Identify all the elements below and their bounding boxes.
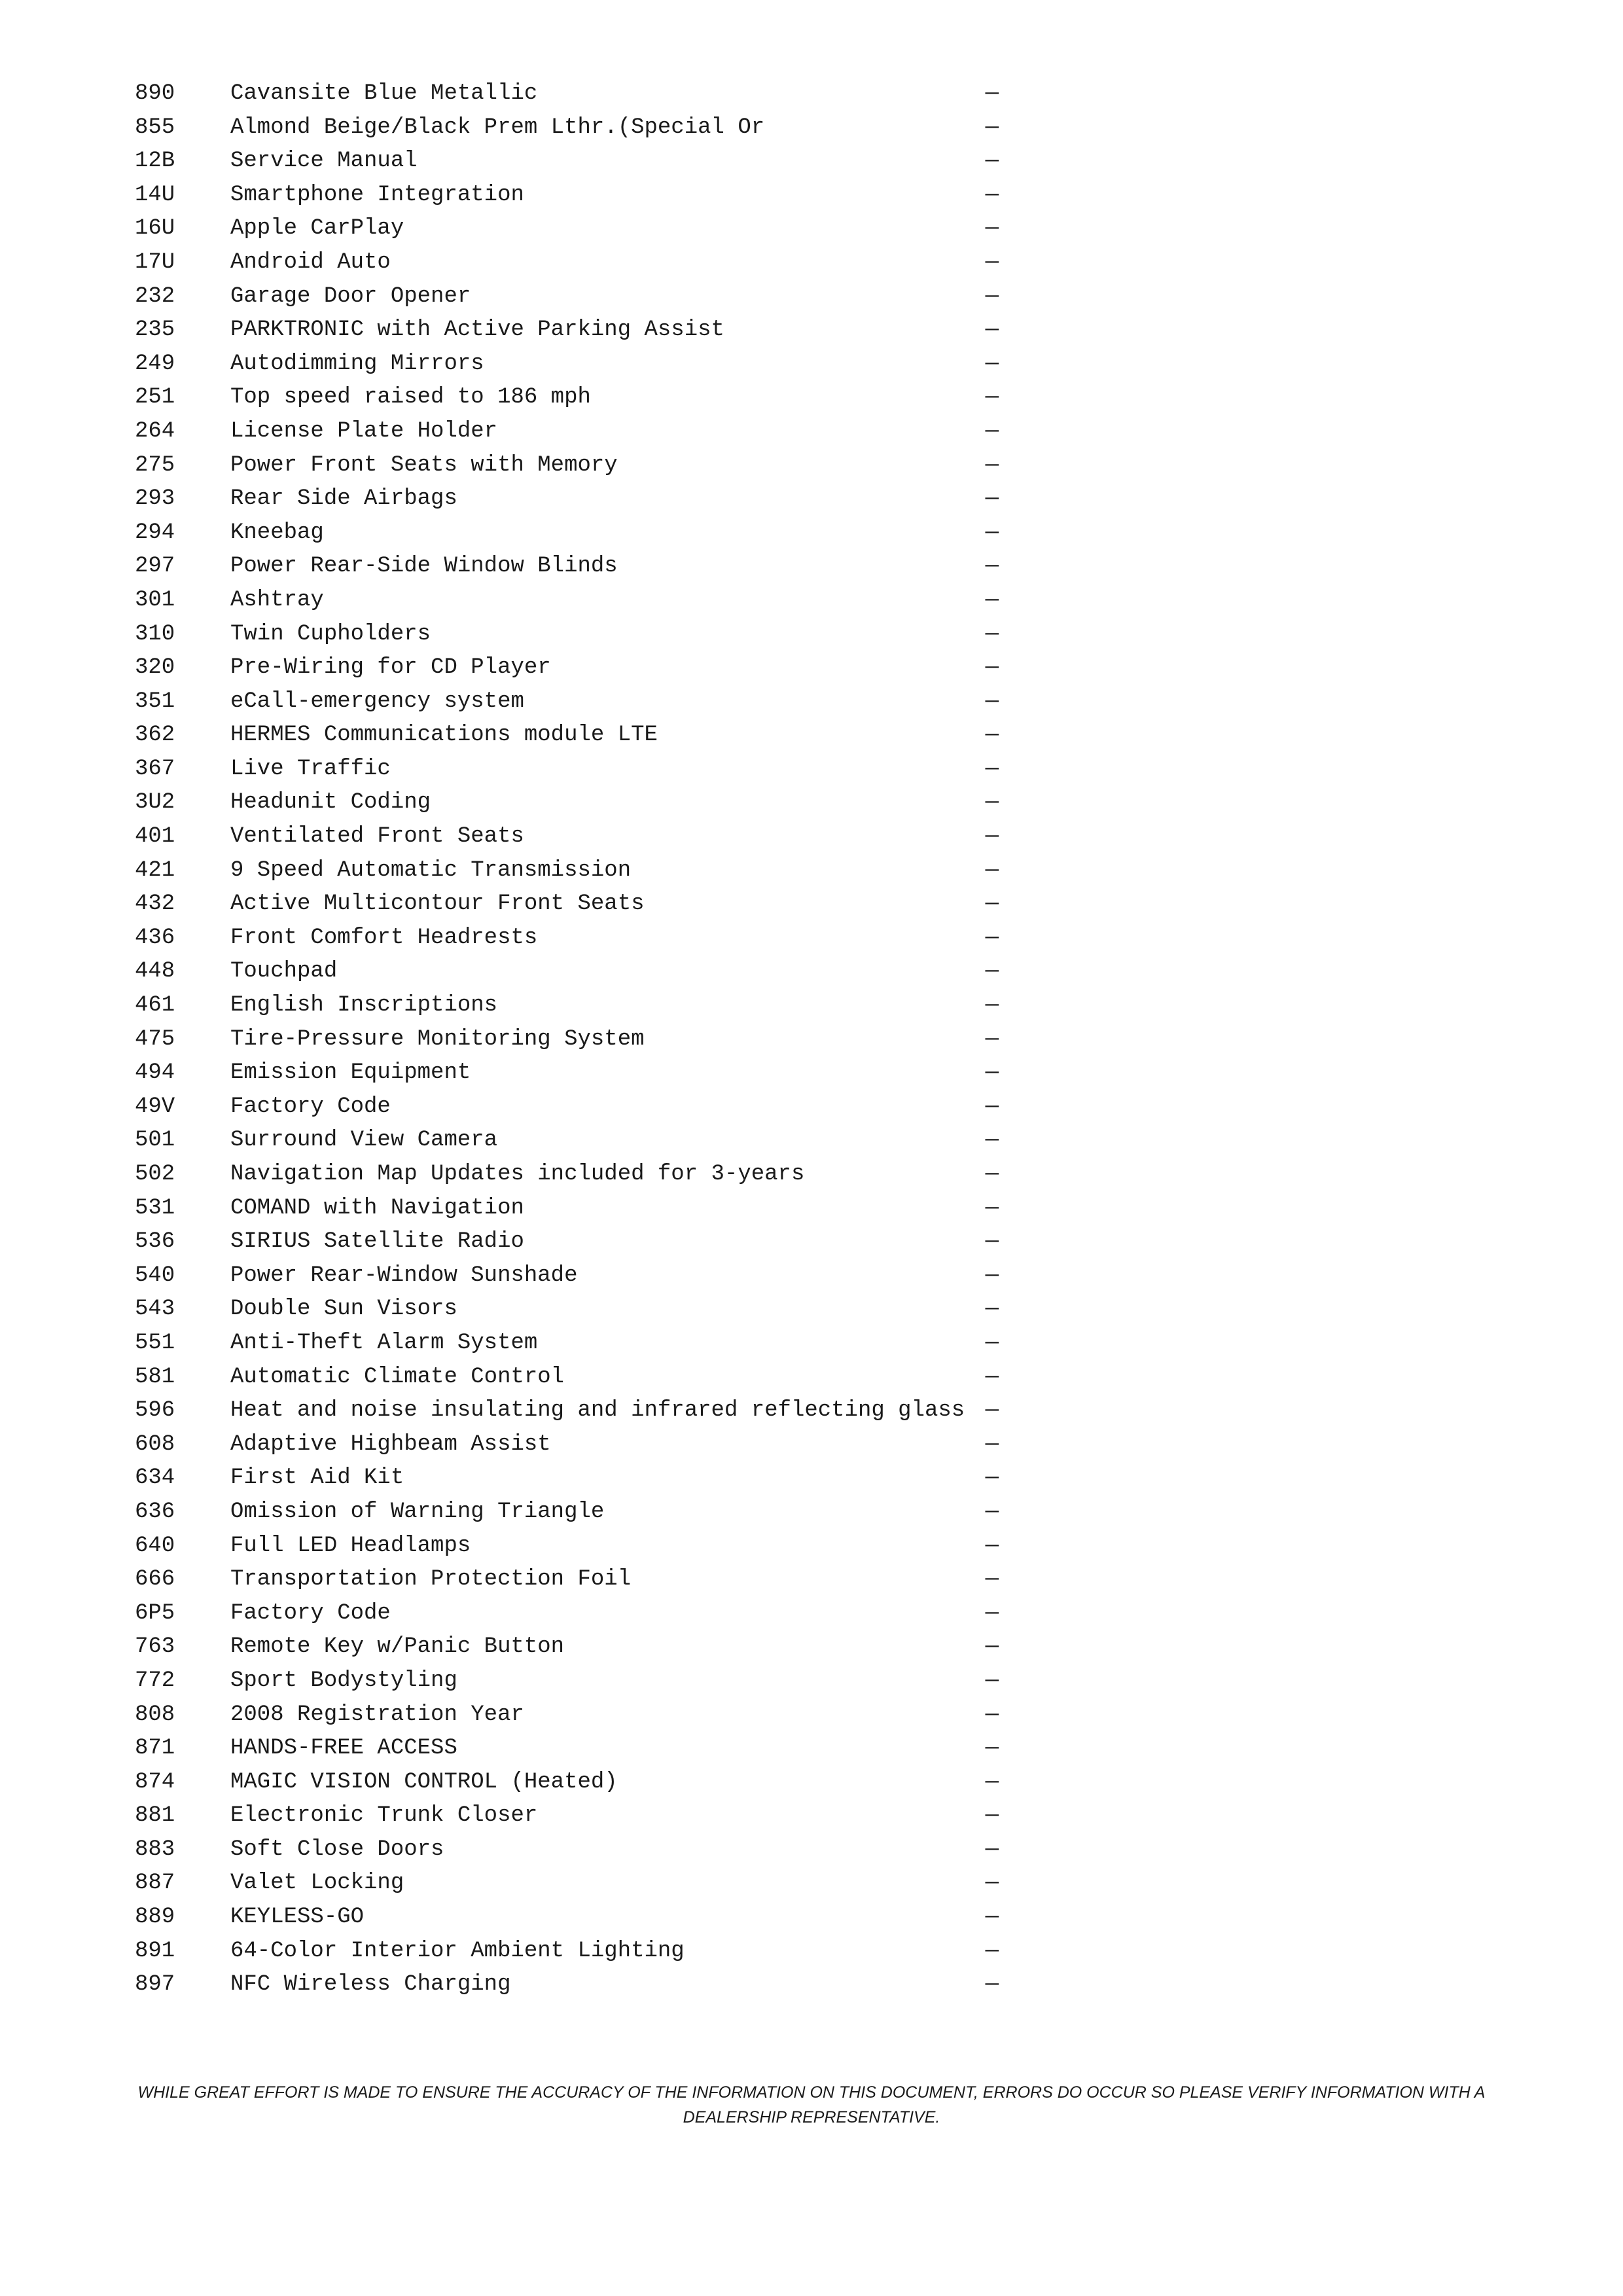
option-code: 17U xyxy=(135,249,175,275)
option-code: 596 xyxy=(135,1398,175,1424)
option-description: Navigation Map Updates included for 3-years xyxy=(230,1162,805,1187)
option-code: 310 xyxy=(135,621,175,647)
option-price: — xyxy=(985,486,999,512)
option-description: SIRIUS Satellite Radio xyxy=(230,1229,524,1255)
option-code: 874 xyxy=(135,1769,175,1795)
option-price: — xyxy=(985,655,999,681)
option-row xyxy=(135,1766,999,1800)
option-row xyxy=(135,1799,999,1833)
option-row xyxy=(135,719,999,753)
option-description: Factory Code xyxy=(230,1094,391,1119)
option-description: Emission Equipment xyxy=(230,1060,471,1086)
option-description: Sport Bodystyling xyxy=(230,1668,457,1693)
option-row xyxy=(135,449,999,483)
option-code: 501 xyxy=(135,1128,175,1153)
option-row xyxy=(135,955,999,989)
option-row xyxy=(135,280,999,314)
option-row xyxy=(135,550,999,584)
option-description: Full LED Headlamps xyxy=(230,1533,471,1558)
option-code: 432 xyxy=(135,891,175,917)
option-code: 275 xyxy=(135,452,175,478)
option-code: 232 xyxy=(135,283,175,309)
option-description: Factory Code xyxy=(230,1600,391,1626)
option-code: 855 xyxy=(135,115,175,140)
option-code: 634 xyxy=(135,1465,175,1491)
option-price: — xyxy=(985,857,999,883)
option-row xyxy=(135,1361,999,1395)
option-price: — xyxy=(985,1837,999,1862)
option-price: — xyxy=(985,1972,999,1998)
option-code: 320 xyxy=(135,655,175,681)
option-code: 49V xyxy=(135,1094,175,1119)
option-description: 64-Color Interior Ambient Lighting xyxy=(230,1938,685,1964)
option-price: — xyxy=(985,283,999,309)
option-code: 351 xyxy=(135,689,175,714)
option-price: — xyxy=(985,621,999,647)
option-code: 461 xyxy=(135,993,175,1018)
option-row xyxy=(135,922,999,956)
option-price: — xyxy=(985,993,999,1018)
option-row xyxy=(135,854,999,888)
option-description: Front Comfort Headrests xyxy=(230,925,538,950)
option-row xyxy=(135,212,999,246)
option-price: — xyxy=(985,723,999,748)
option-description: Anti-Theft Alarm System xyxy=(230,1330,538,1355)
option-price: — xyxy=(985,959,999,984)
option-description: Pre-Wiring for CD Player xyxy=(230,655,551,681)
option-description: Twin Cupholders xyxy=(230,621,431,647)
option-price: — xyxy=(985,452,999,478)
option-row xyxy=(135,179,999,213)
option-code: 367 xyxy=(135,756,175,781)
option-row xyxy=(135,1563,999,1597)
option-row xyxy=(135,314,999,348)
option-description: Rear Side Airbags xyxy=(230,486,457,512)
option-description: Transportation Protection Foil xyxy=(230,1567,632,1592)
option-row xyxy=(135,1158,999,1192)
option-row xyxy=(135,1698,999,1732)
option-code: 421 xyxy=(135,857,175,883)
option-price: — xyxy=(985,115,999,140)
option-description: First Aid Kit xyxy=(230,1465,404,1491)
option-price: — xyxy=(985,1398,999,1424)
option-description: Touchpad xyxy=(230,959,338,984)
option-price: — xyxy=(985,1634,999,1660)
option-code: 608 xyxy=(135,1431,175,1457)
option-code: 772 xyxy=(135,1668,175,1693)
option-description: Apple CarPlay xyxy=(230,216,404,242)
option-description: Ashtray xyxy=(230,587,324,613)
option-row xyxy=(135,348,999,382)
option-code: 235 xyxy=(135,317,175,343)
option-price: — xyxy=(985,149,999,174)
option-price: — xyxy=(985,385,999,410)
option-price: — xyxy=(985,689,999,714)
option-row xyxy=(135,888,999,922)
option-code: 881 xyxy=(135,1803,175,1829)
option-price: — xyxy=(985,1128,999,1153)
option-description: COMAND with Navigation xyxy=(230,1195,524,1221)
option-description: Autodimming Mirrors xyxy=(230,351,484,376)
option-price: — xyxy=(985,1060,999,1086)
option-price: — xyxy=(985,1465,999,1491)
option-description: Kneebag xyxy=(230,520,324,545)
option-description: License Plate Holder xyxy=(230,418,498,444)
option-description: HERMES Communications module LTE xyxy=(230,723,658,748)
option-price: — xyxy=(985,216,999,242)
option-price: — xyxy=(985,249,999,275)
option-description: Surround View Camera xyxy=(230,1128,498,1153)
option-description: Almond Beige/Black Prem Lthr.(Special Or xyxy=(230,115,765,140)
option-row xyxy=(135,111,999,145)
option-price: — xyxy=(985,1026,999,1052)
option-description: Adaptive Highbeam Assist xyxy=(230,1431,551,1457)
option-code: 249 xyxy=(135,351,175,376)
option-price: — xyxy=(985,1600,999,1626)
option-price: — xyxy=(985,1736,999,1761)
option-row xyxy=(135,1901,999,1935)
option-description: Power Front Seats with Memory xyxy=(230,452,618,478)
option-code: 301 xyxy=(135,587,175,613)
option-price: — xyxy=(985,925,999,950)
option-description: Electronic Trunk Closer xyxy=(230,1803,538,1829)
option-row xyxy=(135,1394,999,1428)
option-code: 297 xyxy=(135,554,175,579)
option-row xyxy=(135,820,999,854)
option-code: 448 xyxy=(135,959,175,984)
option-description: 2008 Registration Year xyxy=(230,1702,524,1727)
option-price: — xyxy=(985,1668,999,1693)
option-row xyxy=(135,1259,999,1293)
option-price: — xyxy=(985,756,999,781)
option-price: — xyxy=(985,1330,999,1355)
option-description: English Inscriptions xyxy=(230,993,498,1018)
option-price: — xyxy=(985,1938,999,1964)
option-description: NFC Wireless Charging xyxy=(230,1972,511,1998)
option-code: 14U xyxy=(135,182,175,207)
option-price: — xyxy=(985,1297,999,1322)
option-description: Live Traffic xyxy=(230,756,391,781)
option-price: — xyxy=(985,1871,999,1896)
option-code: 362 xyxy=(135,723,175,748)
option-description: Garage Door Opener xyxy=(230,283,471,309)
option-price: — xyxy=(985,1803,999,1829)
option-description: Heat and noise insulating and infrared reflecting glass xyxy=(230,1398,965,1424)
option-row xyxy=(135,1428,999,1462)
option-code: 897 xyxy=(135,1972,175,1998)
option-description: Tire-Pressure Monitoring System xyxy=(230,1026,645,1052)
option-row xyxy=(135,246,999,280)
option-price: — xyxy=(985,891,999,917)
option-price: — xyxy=(985,1094,999,1119)
option-row xyxy=(135,651,999,685)
option-code: 475 xyxy=(135,1026,175,1052)
option-row xyxy=(135,786,999,820)
option-description: Smartphone Integration xyxy=(230,182,524,207)
option-price: — xyxy=(985,1702,999,1727)
option-price: — xyxy=(985,1769,999,1795)
option-row xyxy=(135,584,999,618)
option-description: KEYLESS-GO xyxy=(230,1905,365,1930)
option-row xyxy=(135,1124,999,1158)
option-price: — xyxy=(985,317,999,343)
option-code: 551 xyxy=(135,1330,175,1355)
option-code: 887 xyxy=(135,1871,175,1896)
option-row xyxy=(135,516,999,550)
option-row xyxy=(135,1530,999,1564)
option-code: 871 xyxy=(135,1736,175,1761)
option-row xyxy=(135,1023,999,1057)
option-code: 436 xyxy=(135,925,175,950)
option-row xyxy=(135,1462,999,1496)
option-price: — xyxy=(985,1499,999,1524)
option-row xyxy=(135,1496,999,1530)
option-price: — xyxy=(985,520,999,545)
option-description: Active Multicontour Front Seats xyxy=(230,891,645,917)
option-description: Android Auto xyxy=(230,249,391,275)
option-code: 264 xyxy=(135,418,175,444)
disclaimer xyxy=(131,2080,1492,2130)
option-code: 890 xyxy=(135,81,175,106)
option-price: — xyxy=(985,182,999,207)
option-price: — xyxy=(985,554,999,579)
option-price: — xyxy=(985,1905,999,1930)
option-description: Cavansite Blue Metallic xyxy=(230,81,538,106)
option-row xyxy=(135,1867,999,1901)
option-row xyxy=(135,145,999,179)
option-code: 494 xyxy=(135,1060,175,1086)
option-code: 891 xyxy=(135,1938,175,1964)
option-code: 889 xyxy=(135,1905,175,1930)
disclaimer-line-2: DEALERSHIP REPRESENTATIVE. xyxy=(683,2108,940,2126)
option-code: 808 xyxy=(135,1702,175,1727)
option-row xyxy=(135,753,999,787)
option-code: 581 xyxy=(135,1364,175,1390)
option-price: — xyxy=(985,1533,999,1558)
option-row xyxy=(135,1833,999,1867)
option-row xyxy=(135,1192,999,1226)
option-description: Automatic Climate Control xyxy=(230,1364,565,1390)
option-row xyxy=(135,618,999,652)
option-code: 294 xyxy=(135,520,175,545)
option-row xyxy=(135,989,999,1023)
option-description: HANDS-FREE ACCESS xyxy=(230,1736,457,1761)
option-price: — xyxy=(985,1431,999,1457)
option-row xyxy=(135,1293,999,1327)
option-price: — xyxy=(985,1229,999,1255)
option-code: 401 xyxy=(135,824,175,850)
option-price: — xyxy=(985,1567,999,1592)
option-row xyxy=(135,1630,999,1664)
option-code: 16U xyxy=(135,216,175,242)
option-price: — xyxy=(985,418,999,444)
option-description: Headunit Coding xyxy=(230,790,431,816)
option-code: 540 xyxy=(135,1263,175,1288)
option-description: Remote Key w/Panic Button xyxy=(230,1634,565,1660)
option-code: 666 xyxy=(135,1567,175,1592)
option-row xyxy=(135,1090,999,1124)
option-description: Service Manual xyxy=(230,149,418,174)
option-code: 12B xyxy=(135,149,175,174)
option-row xyxy=(135,1732,999,1766)
option-code: 251 xyxy=(135,385,175,410)
option-row xyxy=(135,1597,999,1631)
option-description: eCall-emergency system xyxy=(230,689,524,714)
option-description: PARKTRONIC with Active Parking Assist xyxy=(230,317,724,343)
option-code: 636 xyxy=(135,1499,175,1524)
option-row xyxy=(135,685,999,719)
option-price: — xyxy=(985,1364,999,1390)
option-price: — xyxy=(985,824,999,850)
option-description: 9 Speed Automatic Transmission xyxy=(230,857,632,883)
option-price: — xyxy=(985,587,999,613)
option-description: Power Rear-Side Window Blinds xyxy=(230,554,618,579)
option-description: Top speed raised to 186 mph xyxy=(230,385,591,410)
option-description: Ventilated Front Seats xyxy=(230,824,524,850)
option-price: — xyxy=(985,1195,999,1221)
option-description: Soft Close Doors xyxy=(230,1837,444,1862)
option-price: — xyxy=(985,1263,999,1288)
option-code: 293 xyxy=(135,486,175,512)
option-code: 3U2 xyxy=(135,790,175,816)
option-row xyxy=(135,482,999,516)
option-code: 543 xyxy=(135,1297,175,1322)
option-description: MAGIC VISION CONTROL (Heated) xyxy=(230,1769,618,1795)
option-row xyxy=(135,415,999,449)
option-price: — xyxy=(985,81,999,106)
option-row xyxy=(135,77,999,111)
option-price: — xyxy=(985,1162,999,1187)
option-code: 531 xyxy=(135,1195,175,1221)
option-description: Valet Locking xyxy=(230,1871,404,1896)
option-row xyxy=(135,1327,999,1361)
option-row xyxy=(135,1935,999,1969)
option-price: — xyxy=(985,351,999,376)
option-row xyxy=(135,1056,999,1090)
option-row xyxy=(135,1968,999,2002)
option-code: 640 xyxy=(135,1533,175,1558)
option-description: Omission of Warning Triangle xyxy=(230,1499,605,1524)
option-code: 502 xyxy=(135,1162,175,1187)
option-row xyxy=(135,381,999,415)
option-row xyxy=(135,1664,999,1698)
disclaimer-line-1: WHILE GREAT EFFORT IS MADE TO ENSURE THE ACCURACY OF THE INFORMATION ON THIS DOCUMENT, ERRORS DO OCCUR SO PLEASE VERIFY INFORMATION WITH A xyxy=(137,2083,1486,2102)
option-row xyxy=(135,1225,999,1259)
option-code: 763 xyxy=(135,1634,175,1660)
option-price: — xyxy=(985,790,999,816)
option-code: 536 xyxy=(135,1229,175,1255)
option-code: 883 xyxy=(135,1837,175,1862)
option-description: Power Rear-Window Sunshade xyxy=(230,1263,578,1288)
option-code-list xyxy=(135,77,999,2002)
option-description: Double Sun Visors xyxy=(230,1297,457,1322)
option-code: 6P5 xyxy=(135,1600,175,1626)
